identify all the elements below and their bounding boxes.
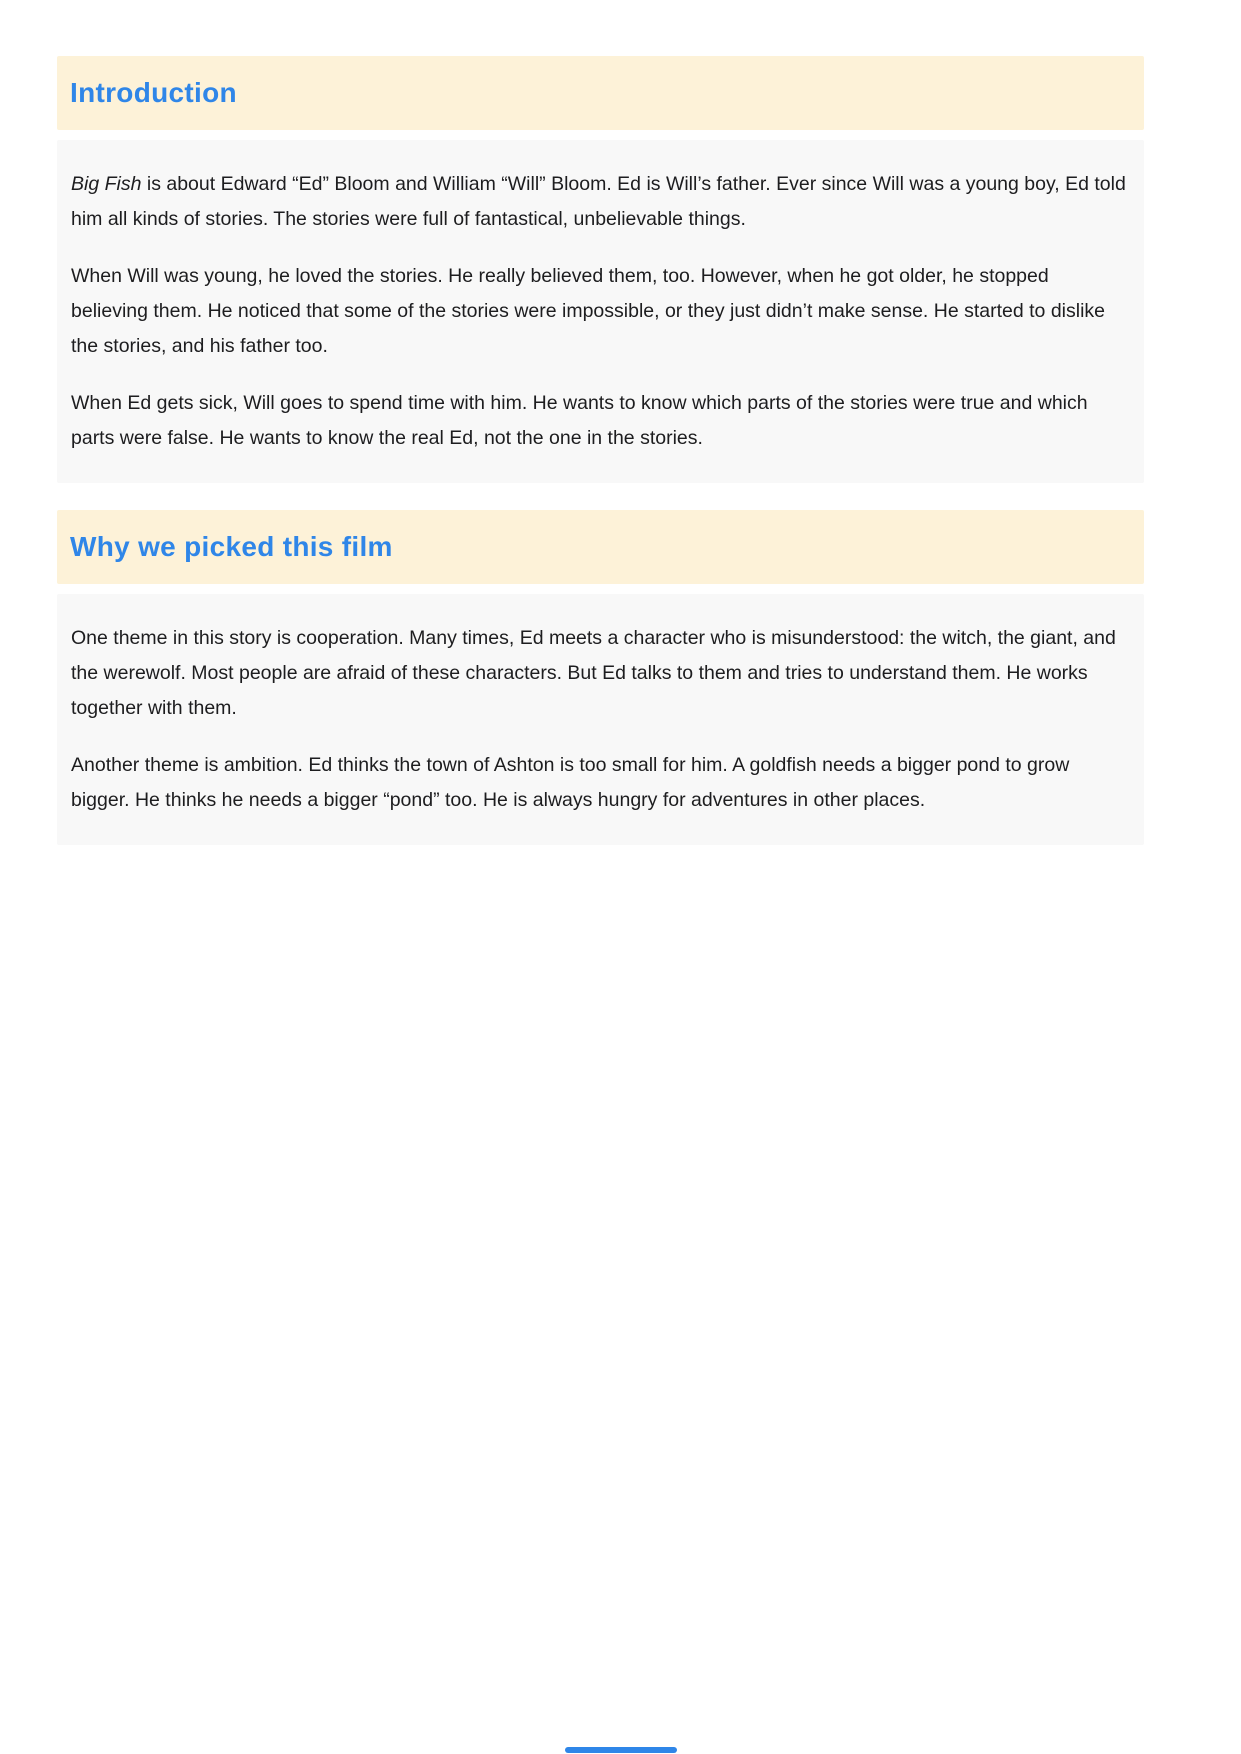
section-why-we-picked-this-film [57,510,1144,845]
section-body [57,594,1144,845]
film-title-italic: Big Fish [71,173,142,195]
home-indicator-bar [565,1747,677,1753]
paragraph: One theme in this story is cooperation. Many times, Ed meets a character who is misunderstood: the witch, the giant, and the werewolf. Most people are afraid of these characters. But Ed talks to them and tries to understand them. He works together with them. [71,627,1116,719]
section-heading: Why we picked this film [70,531,393,562]
document [57,56,1144,845]
section-introduction [57,56,1144,483]
paragraph: When Will was young, he loved the stories. He really believed them, too. However, when he got older, he stopped believing them. He noticed that some of the stories were impossible, or they just didn’t make sense. He started to dislike the stories, and his father too. [71,265,1106,357]
paragraph: Another theme is ambition. Ed thinks the town of Ashton is too small for him. A goldfish needs a bigger pond to grow bigger. He thinks he needs a bigger “pond” too. He is always hungry for adventures in other places. [71,754,1070,811]
section-heading-banner [57,56,1144,130]
paragraph: When Ed gets sick, Will goes to spend time with him. He wants to know which parts of the stories were true and which parts were false. He wants to know the real Ed, not the one in the stories. [71,392,1088,449]
paragraph [71,167,1130,237]
section-heading: Introduction [70,77,237,108]
section-body [57,140,1144,483]
paragraph-text: is about Edward “Ed” Bloom and William “Will” Bloom. Ed is Will’s father. Ever since Will was a young boy, Ed told him all kinds of stories. The stories were full of fantastical, unbelievable things. [71,173,1126,230]
section-heading-banner [57,510,1144,584]
